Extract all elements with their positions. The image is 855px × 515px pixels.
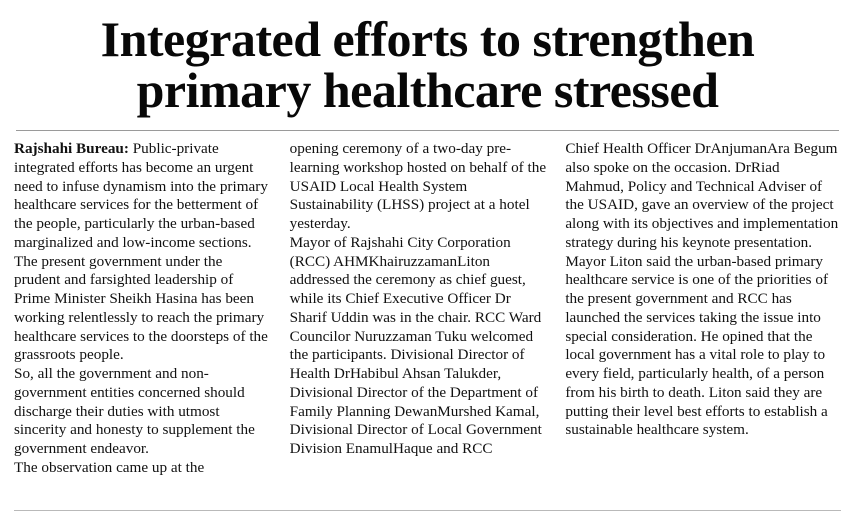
article-column-2 xyxy=(290,140,566,459)
byline: Rajshahi Bureau: xyxy=(14,140,129,157)
article-body xyxy=(14,140,841,478)
article-column-1 xyxy=(14,140,290,478)
paragraph: The present government under the prudent and farsighted leadership of Prime Minister Sheikh Hasina has been working relentlessly to reach the primary healthcare services to the doorsteps of the grassroots people. xyxy=(14,252,268,364)
headline-line-1: Integrated efforts to strengthen xyxy=(100,11,755,67)
paragraph: Chief Health Officer DrAnjumanAra Begum also spoke on the occasion. DrRiad Mahmud, Policy and Technical Adviser of the USAID, gave an overview of the project along with its objectives and implementation strategy during his keynote presentation. Mayor Liton said the urban-based primary healthcare service is one of the priorities of the present government and RCC has launched the services taking the issue into special consideration. He opined that the local government has a vital role to play to every field, particularly health, of a person from his birth to death. Liton said they are putting their level best efforts to establish a sustainable healthcare system. xyxy=(565,140,839,439)
paragraph: So, all the government and non-government entities concerned should discharge their duties with utmost sincerity and honesty to supplement the government endeavor. xyxy=(14,365,255,458)
paragraph: The observation came up at the xyxy=(14,459,205,477)
article-column-3 xyxy=(565,140,841,440)
paragraph: opening ceremony of a two-day pre-learning workshop hosted on behalf of the USAID Local Health System Sustainability (LHSS) project at a hotel yesterday. xyxy=(289,140,547,233)
paragraph: Mayor of Rajshahi City Corporation (RCC) AHMKhairuzzamanLiton addressed the ceremony as chief guest, while its Chief Executive Officer Dr Sharif Uddin was in the chair. RCC Ward Councilor Nuruzzaman Tuku welcomed the participants. Divisional Director of Health DrHabibul Ahsan Talukder, Divisional Director of the Department of Family Planning DewanMurshed Kamal, Divisional Director of Local Government Division EnamulHaque and RCC xyxy=(289,233,542,458)
paragraph-text: Public-private integrated efforts has become an urgent need to infuse dynamism into the primary healthcare services for the betterment of the people, particularly the urban-based marginalized and low-income sections. xyxy=(14,140,268,251)
footer-divider xyxy=(14,510,841,511)
headline-line-2: primary healthcare stressed xyxy=(136,62,719,118)
headline-divider xyxy=(16,130,839,131)
paragraph xyxy=(14,140,272,253)
page-title xyxy=(14,11,841,118)
